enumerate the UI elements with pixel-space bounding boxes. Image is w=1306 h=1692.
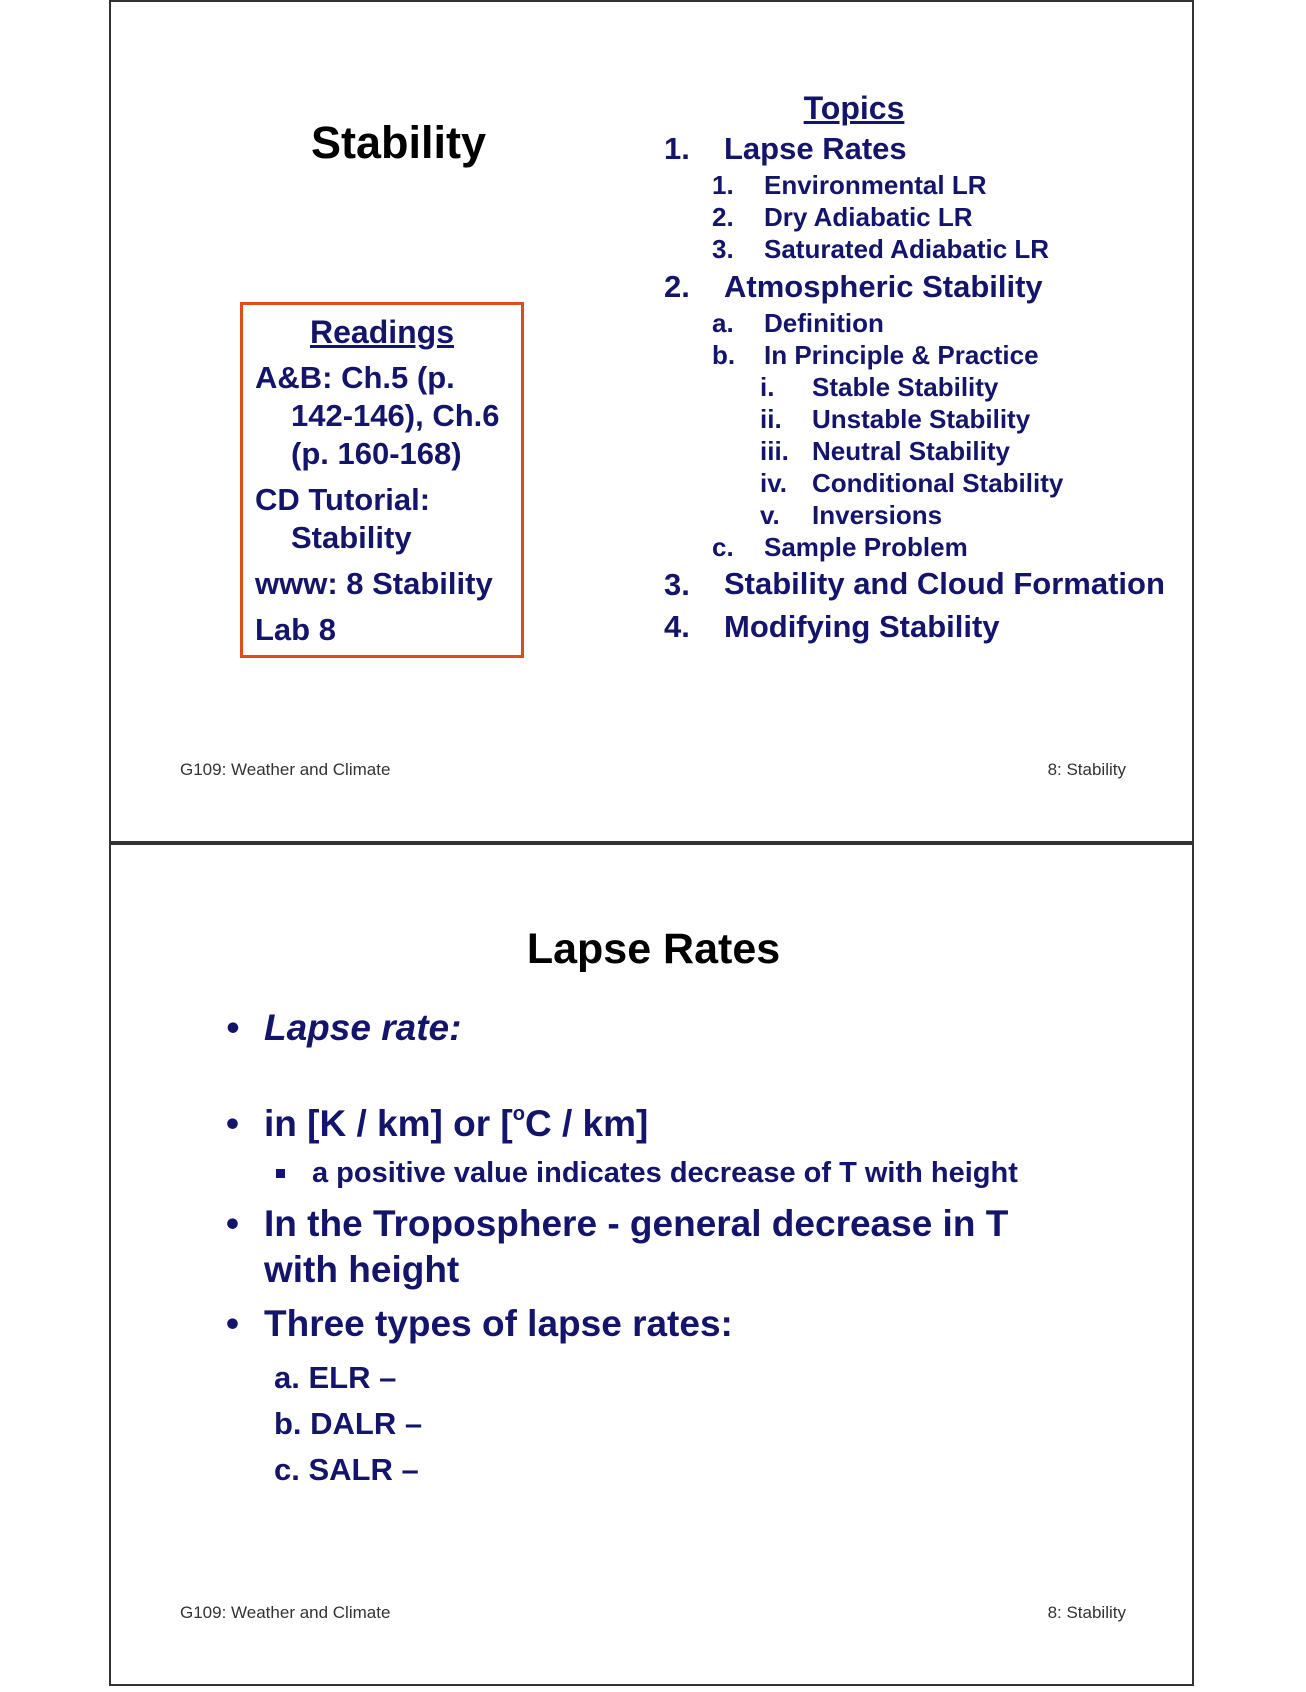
subtopic-item — [712, 531, 1184, 563]
subsubtopic-item — [760, 435, 1184, 467]
topic-number: 2. — [664, 269, 690, 304]
lapse-type-item: a. ELR – — [274, 1360, 397, 1395]
topic-item — [664, 133, 1184, 265]
topic-item — [664, 271, 1184, 563]
reading-item: A&B: Ch.5 (p. 142-146), Ch.6 (p. 160-168) — [255, 360, 500, 471]
readings-list — [243, 359, 521, 649]
subsubtopic-number: iv. — [760, 468, 787, 498]
subtopic-number: b. — [712, 340, 736, 370]
subtopic-label: Environmental LR — [764, 170, 987, 200]
topic-label: Modifying Stability — [724, 609, 1000, 644]
subtopic-item — [712, 169, 1184, 201]
topic-label: Stability and Cloud Formation — [724, 566, 1165, 601]
subsubtopic-label: Neutral Stability — [812, 436, 1010, 466]
subtopic-item — [712, 201, 1184, 233]
bullet-item: • Lapse rate: — [226, 1005, 1086, 1051]
subtopic-number: 2. — [712, 202, 734, 232]
footer-course: G109: Weather and Climate — [180, 760, 391, 779]
subtopic-number: 3. — [712, 234, 734, 264]
sub-bullet-list — [264, 1153, 1086, 1193]
units-text: C / km] — [524, 1103, 649, 1144]
subsubtopic-list — [760, 371, 1184, 531]
subtopic-label: In Principle & Practice — [764, 340, 1039, 370]
topic-number: 3. — [664, 567, 690, 602]
sub-bullet-item: a positive value indicates decrease of T with height — [264, 1153, 1086, 1193]
reading-item: CD Tutorial: Stability — [255, 482, 431, 555]
lapse-type-item: b. DALR – — [274, 1406, 423, 1441]
reading-item: Lab 8 — [255, 612, 336, 647]
subsubtopic-item — [760, 467, 1184, 499]
lapse-type-list — [264, 1355, 1086, 1493]
topic-label: Atmospheric Stability — [724, 269, 1043, 304]
lapse-type-item: c. SALR – — [274, 1452, 419, 1487]
subsubtopic-item — [760, 371, 1184, 403]
slide-lapse-rates — [109, 843, 1194, 1686]
subtopic-label: Sample Problem — [764, 532, 968, 562]
subsubtopic-number: ii. — [760, 404, 782, 434]
subsubtopic-item — [760, 403, 1184, 435]
footer-lecture: 8: Stability — [1047, 1603, 1126, 1622]
bullet-list — [226, 1005, 1086, 1493]
degree-superscript: o — [512, 1103, 525, 1125]
readings-heading: Readings — [309, 314, 455, 350]
subtopic-list — [712, 169, 1184, 265]
subsubtopic-label: Inversions — [812, 500, 943, 530]
subsubtopic-label: Conditional Stability — [812, 468, 1064, 498]
footer-lecture: 8: Stability — [1047, 760, 1126, 779]
subtopic-item — [712, 307, 1184, 339]
topic-item — [664, 566, 1184, 602]
subtopic-label: Dry Adiabatic LR — [764, 202, 973, 232]
slide-title: Lapse Rates — [526, 925, 781, 973]
subtopic-item — [712, 339, 1184, 531]
topic-label: Lapse Rates — [724, 131, 907, 166]
bullet-text: Three types of lapse rates: — [264, 1303, 733, 1344]
subtopic-label: Definition — [764, 308, 884, 338]
subtopic-label: Saturated Adiabatic LR — [764, 234, 1050, 264]
topic-number: 1. — [664, 131, 690, 166]
subtopic-number: 1. — [712, 170, 734, 200]
topics-heading: Topics — [803, 90, 905, 126]
topic-number: 4. — [664, 609, 690, 644]
subtopic-number: a. — [712, 308, 734, 338]
subtopic-list — [712, 307, 1184, 563]
bullet-item — [226, 1101, 1086, 1193]
bullet-item: • In the Troposphere - general decrease in T with height — [226, 1201, 1086, 1293]
topic-item — [664, 611, 1184, 643]
topics-outline — [664, 90, 1184, 643]
subsubtopic-number: i. — [760, 372, 775, 402]
units-text: in [K / km] or [ — [264, 1103, 513, 1144]
topic-list — [664, 133, 1184, 643]
subsubtopic-number: iii. — [760, 436, 789, 466]
subsubtopic-number: v. — [760, 500, 780, 530]
reading-item: www: 8 Stability — [255, 566, 493, 601]
slide-stability-overview — [109, 0, 1194, 843]
bullet-item — [226, 1301, 1086, 1493]
subsubtopic-label: Unstable Stability — [812, 404, 1031, 434]
footer-course: G109: Weather and Climate — [180, 1603, 391, 1622]
slide-title: Stability — [311, 117, 487, 168]
subsubtopic-item — [760, 499, 1184, 531]
readings-box — [240, 302, 524, 658]
subsubtopic-label: Stable Stability — [812, 372, 999, 402]
subtopic-number: c. — [712, 532, 734, 562]
subtopic-item — [712, 233, 1184, 265]
